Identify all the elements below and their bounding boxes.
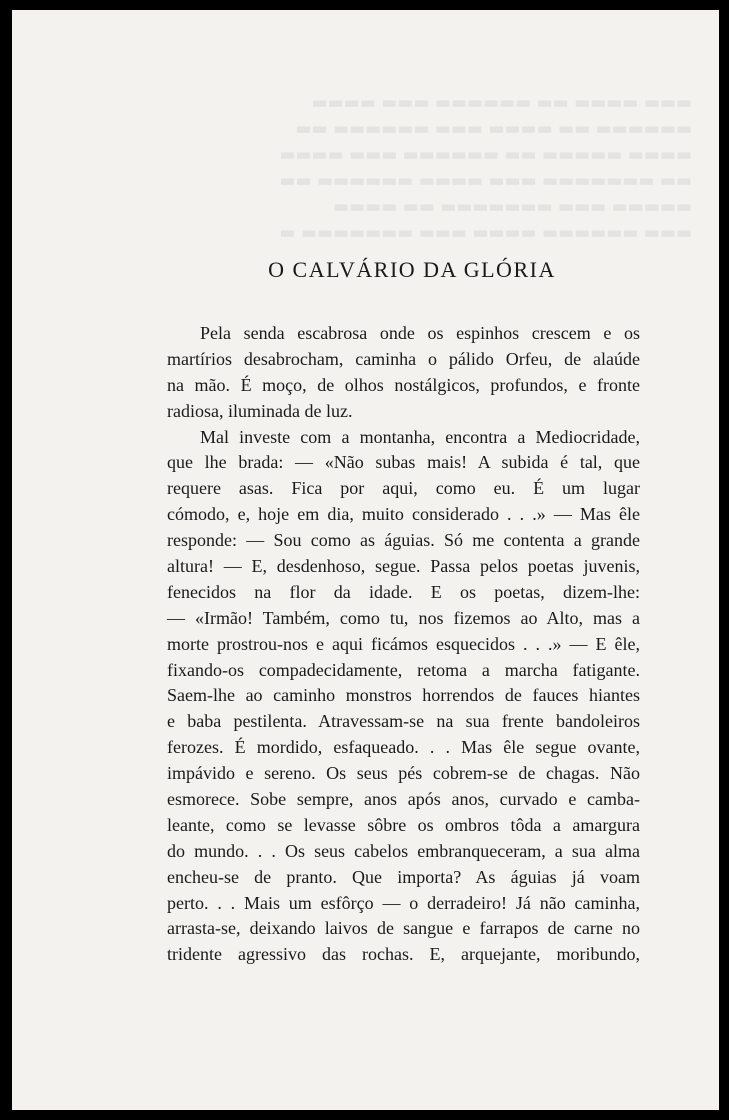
text-line: que lhe brada: — «Não subas mais! A subida é tal, que xyxy=(167,452,640,473)
text-line: fenecidos na flor da idade. E os poetas, dizem-lhe: xyxy=(167,581,640,602)
text-line: responde: — Sou como as águias. Só me contenta a grande xyxy=(167,530,640,551)
text-line: encheu-se de pranto. Que importa? As águias já voam xyxy=(167,866,640,887)
bleed-through-texture: ▬▬▬ ▬▬▬▬ ▬▬ ▬▬▬▬▬▬ ▬▬▬ ▬▬▬▬ ▬▬▬▬▬▬ ▬▬ ▬▬▬▬ ▬▬▬ ▬▬▬▬▬▬ ▬▬ ▬▬▬▬ ▬▬▬▬▬ ▬▬ ▬▬▬▬▬▬ ▬▬▬ ▬▬▬▬ ▬▬ ▬▬▬▬▬▬▬ ▬▬▬ ▬▬▬▬ ▬▬▬▬▬▬ ▬▬ ▬▬▬▬▬ ▬▬▬ ▬▬▬▬▬▬▬ ▬▬ ▬▬▬▬ ▬▬▬ ▬▬▬▬▬▬ ▬▬▬▬ ▬▬▬ ▬▬▬▬▬▬▬ ▬ xyxy=(279,93,692,243)
text-line: radiosa, iluminada de luz. xyxy=(167,400,353,421)
text-line: fixando-os compadecidamente, retoma a marcha fatigante. xyxy=(167,659,640,680)
text-line: requere asas. Fica por aqui, como eu. É um lugar xyxy=(167,478,640,499)
text-line: do mundo. . . Os seus cabelos embranqueceram, a sua alma xyxy=(167,840,640,861)
text-line: arrasta-se, deixando laivos de sangue e farrapos de carne no xyxy=(167,918,640,939)
text-line: Mal investe com a montanha, encontra a Mediocridade, xyxy=(200,426,640,447)
text-line: altura! — E, desdenhoso, segue. Passa pelos poetas juvenis, xyxy=(167,556,640,577)
text-line: ferozes. É mordido, esfaqueado. . . Mas êle segue ovante, xyxy=(167,737,640,758)
book-page xyxy=(12,10,719,1110)
text-line: — «Irmão! Também, como tu, nos fizemos ao Alto, mas a xyxy=(167,607,640,628)
text-line: impávido e sereno. Os seus pés cobrem-se de chagas. Não xyxy=(167,763,640,784)
text-line: leante, como se levasse sôbre os ombros tôda a amargura xyxy=(167,814,640,835)
body-text xyxy=(167,321,640,968)
text-line: morte prostrou-nos e aqui ficámos esquecidos . . .» — E êle, xyxy=(167,633,640,654)
text-line: martírios desabrocham, caminha o pálido Orfeu, de alaúde xyxy=(167,348,640,369)
text-line: Saem-lhe ao caminho monstros horrendos de fauces hiantes xyxy=(167,685,640,706)
text-line: tridente agressivo das rochas. E, arquejante, moribundo, xyxy=(167,944,640,965)
text-line: esmorece. Sobe sempre, anos após anos, curvado e camba- xyxy=(167,789,640,810)
text-line: Pela senda escabrosa onde os espinhos crescem e os xyxy=(200,323,640,343)
text-line: perto. . . Mais um esfôrço — o derradeiro! Já não caminha, xyxy=(167,892,640,913)
text-line: na mão. É moço, de olhos nostálgicos, profundos, e fronte xyxy=(167,374,640,395)
text-line: e baba pestilenta. Atravessam-se na sua frente bandoleiros xyxy=(167,711,640,732)
text-line: cómodo, e, hoje em dia, muito considerado . . .» — Mas êle xyxy=(167,504,640,525)
page-title: O CALVÁRIO DA GLÓRIA xyxy=(268,257,556,282)
